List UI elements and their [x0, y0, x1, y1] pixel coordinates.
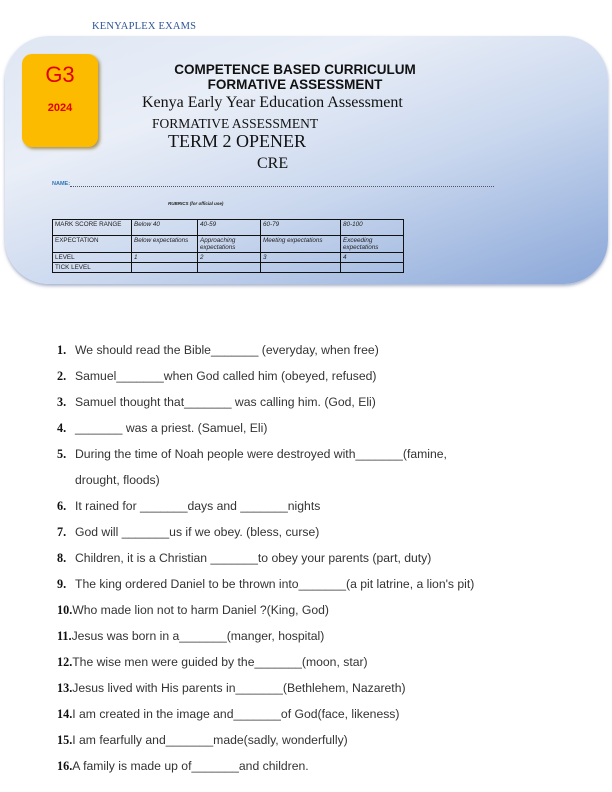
question-text: I am created in the image and_______of God(face, likeness) [72, 707, 400, 721]
rubric-cell: Approaching expectations [198, 236, 261, 253]
rubric-row-label: TICK LEVEL [53, 263, 132, 273]
rubric-row-label: MARK SCORE RANGE [53, 220, 132, 236]
rubric-cell: 1 [132, 253, 198, 263]
question-text: Who made lion not to harm Daniel ?(King, God) [72, 603, 329, 617]
rubric-row [53, 220, 404, 236]
rubric-cell: Meeting expectations [261, 236, 341, 253]
question-number: 6. [57, 499, 67, 513]
question-item [57, 395, 376, 410]
curriculum-title: COMPETENCE BASED CURRICULUM [174, 62, 416, 77]
question-item [57, 447, 447, 462]
question-item [57, 603, 329, 618]
rubric-cell: Exceeding expectations [341, 236, 404, 253]
question-item [57, 369, 377, 384]
question-text: It rained for _______days and _______nights [75, 499, 321, 513]
question-number: 9. [57, 577, 67, 591]
brand-header: KENYAPLEX EXAMS [92, 21, 197, 32]
question-text: We should read the Bible_______ (everyday, when free) [75, 343, 379, 357]
question-text: I am fearfully and_______made(sadly, wonderfully) [72, 733, 348, 747]
question-item [57, 525, 319, 540]
rubric-row-label: EXPECTATION [53, 236, 132, 253]
subject-label: CRE [257, 155, 289, 172]
rubric-row [53, 236, 404, 253]
rubric-table [52, 219, 404, 273]
question-number: 14. [57, 707, 73, 721]
tick-level-cell[interactable] [198, 263, 261, 273]
question-number: 16. [57, 759, 73, 773]
term-label: TERM 2 OPENER [168, 131, 307, 151]
grade-label: G3 [45, 62, 75, 87]
question-number: 11. [57, 629, 72, 643]
tick-level-cell[interactable] [132, 263, 198, 273]
question-item [57, 577, 474, 592]
tick-level-cell[interactable] [261, 263, 341, 273]
question-text-continued: drought, floods) [75, 473, 160, 487]
question-number: 2. [57, 369, 67, 383]
question-item [57, 499, 320, 514]
question-number: 7. [57, 525, 67, 539]
assessment-title: FORMATIVE ASSESSMENT [207, 77, 383, 92]
question-item [57, 681, 406, 696]
name-label: NAME: [52, 181, 71, 187]
rubric-row [53, 253, 404, 263]
grade-badge [22, 54, 98, 147]
formative-label: FORMATIVE ASSESSMENT [152, 116, 319, 131]
rubric-row-label: LEVEL [53, 253, 132, 263]
question-item [57, 707, 399, 722]
name-field[interactable] [70, 186, 494, 187]
rubric-cell: 40-59 [198, 220, 261, 236]
question-number: 13. [57, 681, 73, 695]
question-item [57, 629, 324, 644]
question-item [57, 421, 267, 436]
question-number: 8. [57, 551, 67, 565]
question-item [57, 733, 348, 748]
question-number: 5. [57, 447, 67, 461]
question-number: 4. [57, 421, 67, 435]
question-number: 3. [57, 395, 67, 409]
question-item [57, 759, 309, 774]
question-number: 1. [57, 343, 67, 357]
question-text: The wise men were guided by the_______(moon, star) [72, 655, 368, 669]
question-text: Samuel thought that_______ was calling him. (God, Eli) [75, 395, 376, 409]
question-text: _______ was a priest. (Samuel, Eli) [75, 421, 268, 435]
question-text: Children, it is a Christian _______to obey your parents (part, duty) [75, 551, 432, 565]
rubric-cell: 80-100 [341, 220, 404, 236]
rubric-cell: 2 [198, 253, 261, 263]
assessment-subtitle: Kenya Early Year Education Assessment [142, 94, 403, 111]
question-item [57, 343, 379, 358]
question-text: A family is made up of_______and children. [72, 759, 309, 773]
rubric-row [53, 263, 404, 273]
question-text: During the time of Noah people were destroyed with_______(famine, [75, 447, 447, 461]
rubric-title: RUBRICS (for official use) [168, 201, 224, 206]
question-number: 15. [57, 733, 73, 747]
question-number: 10. [57, 603, 73, 617]
question-number: 12. [57, 655, 73, 669]
year-label: 2024 [47, 102, 73, 114]
question-text: The king ordered Daniel to be thrown into_______(a pit latrine, a lion's pit) [75, 577, 475, 591]
question-text: Jesus lived with His parents in_______(Bethlehem, Nazareth) [72, 681, 406, 695]
question-text: Samuel_______when God called him (obeyed, refused) [75, 369, 377, 383]
rubric-cell: Below 40 [132, 220, 198, 236]
question-item [57, 655, 368, 670]
rubric-cell: 60-79 [261, 220, 341, 236]
question-text: God will _______us if we obey. (bless, curse) [75, 525, 320, 539]
tick-level-cell[interactable] [341, 263, 404, 273]
question-item [57, 551, 431, 566]
rubric-cell: 3 [261, 253, 341, 263]
rubric-cell: 4 [341, 253, 404, 263]
rubric-cell: Below expectations [132, 236, 198, 253]
question-text: Jesus was born in a_______(manger, hospital) [71, 629, 325, 643]
